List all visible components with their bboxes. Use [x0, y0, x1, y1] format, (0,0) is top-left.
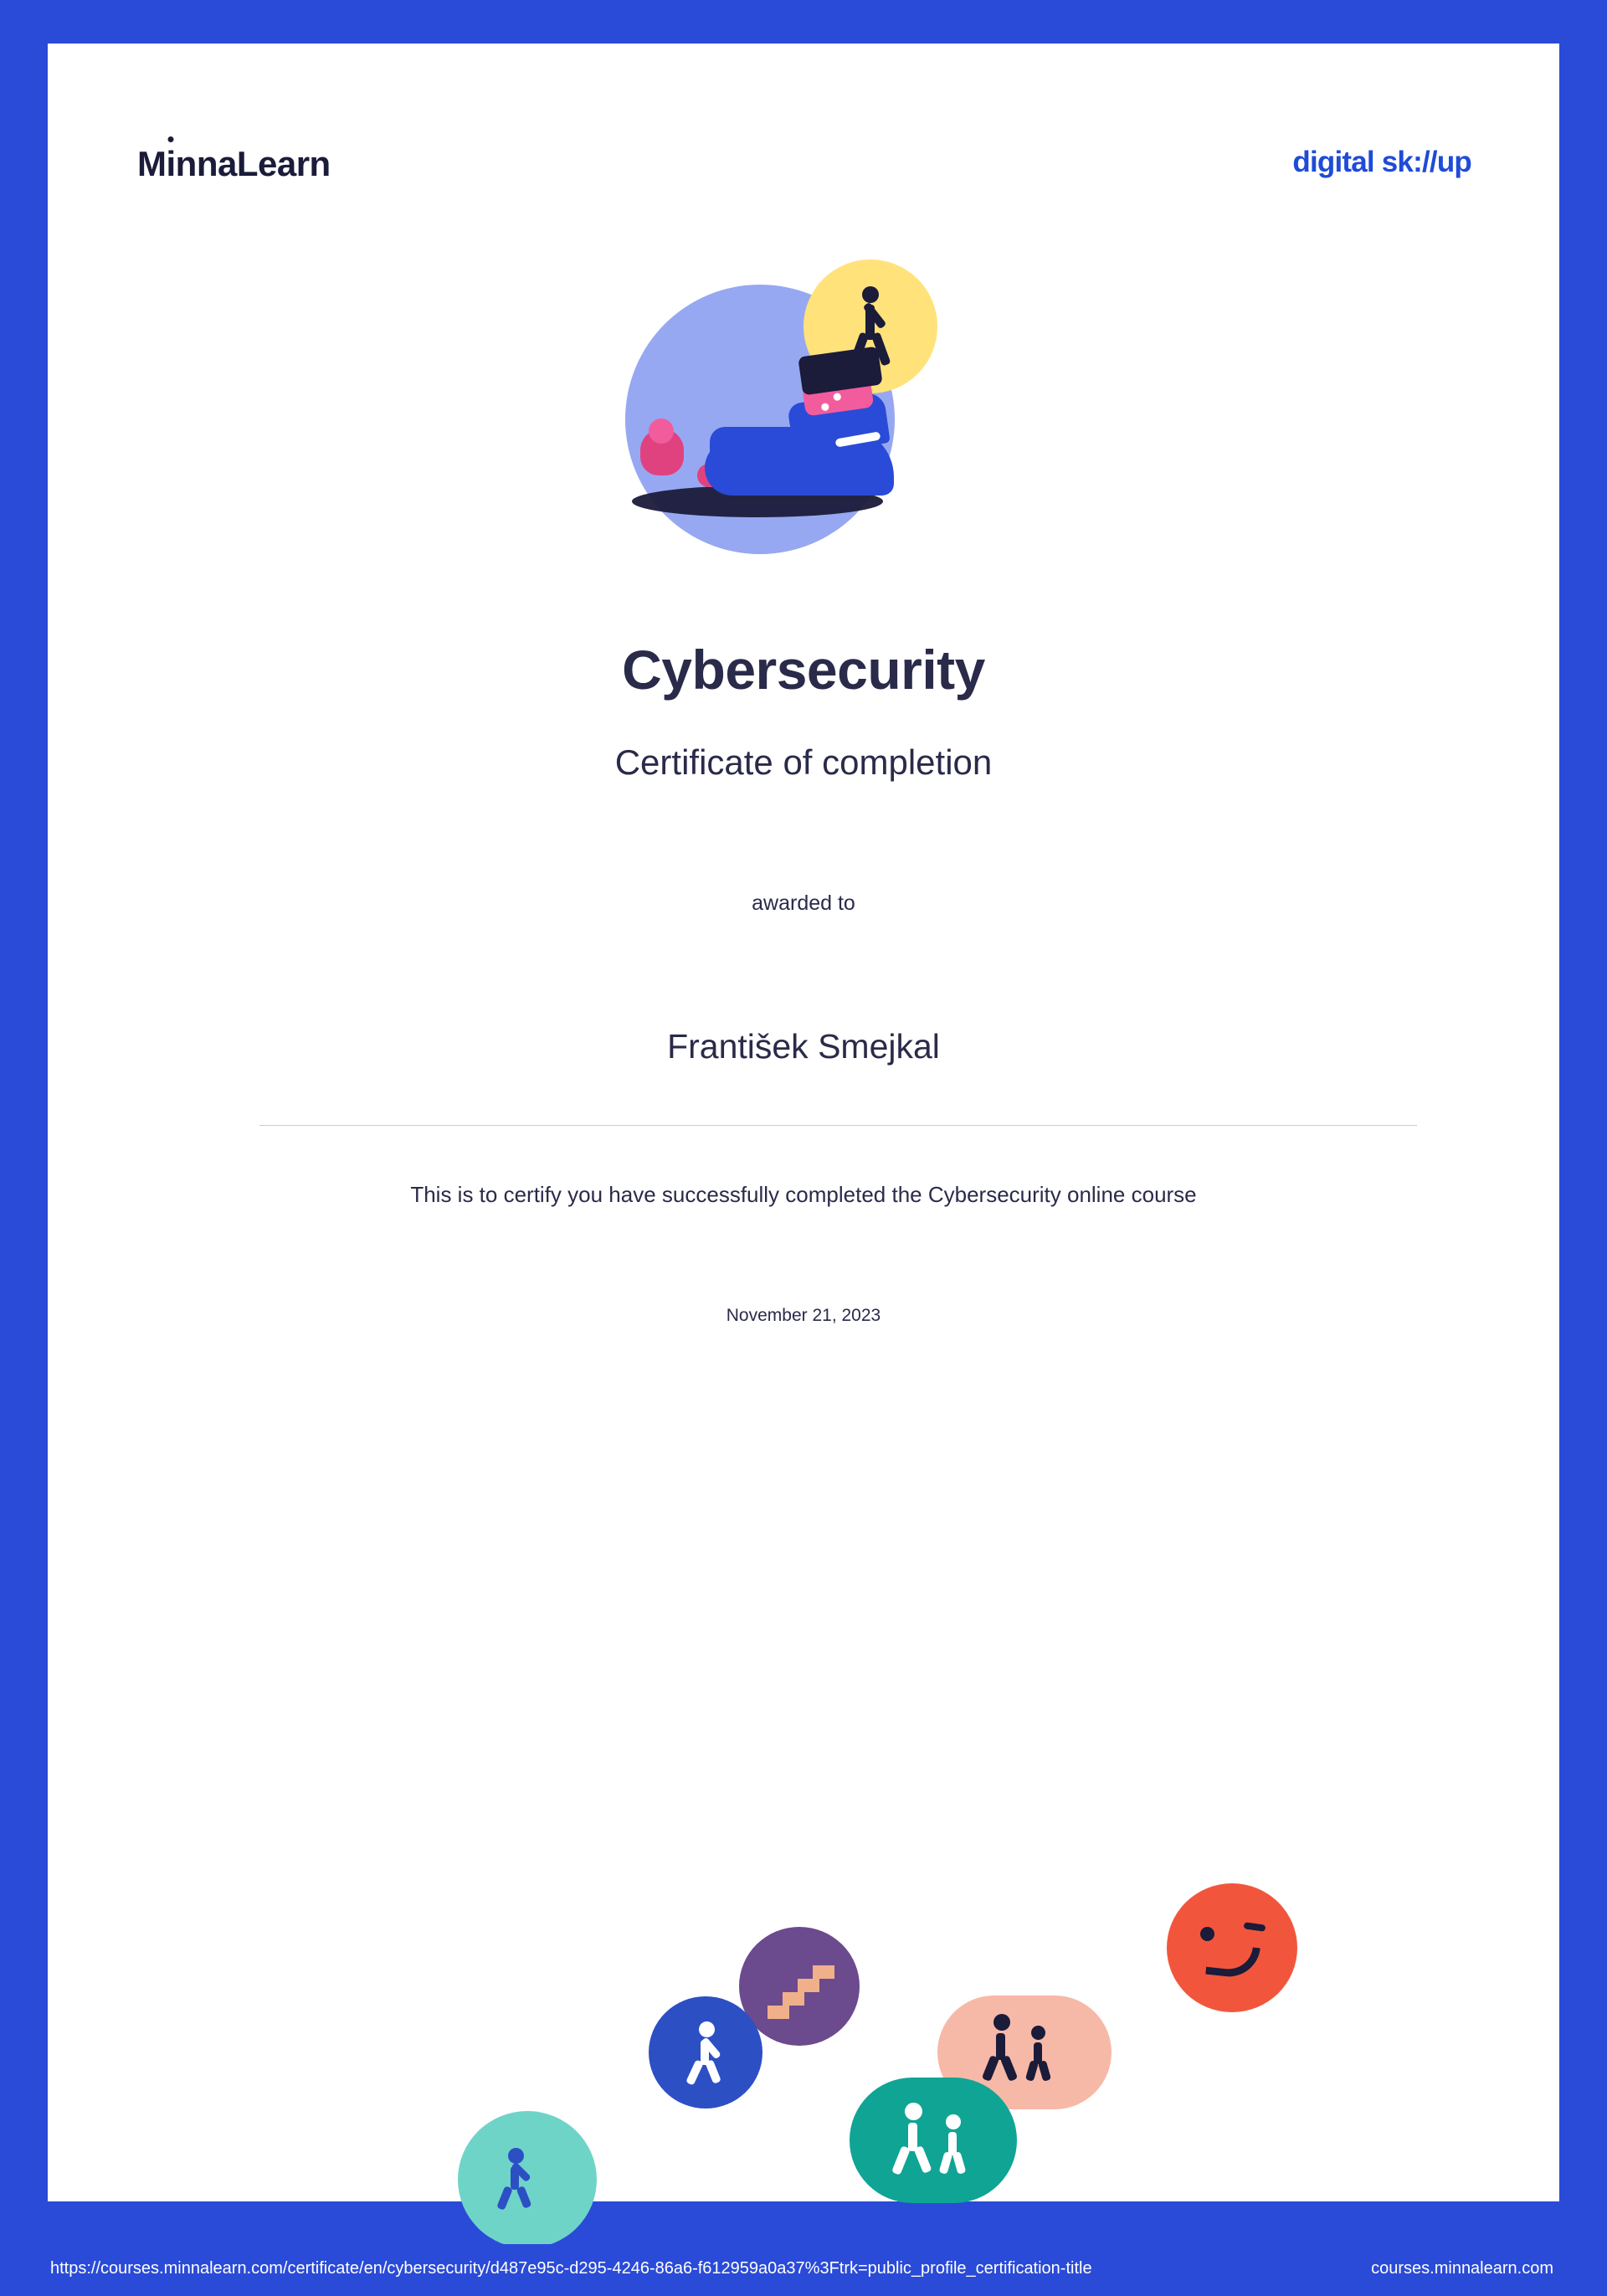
orange-winking-face-icon [1167, 1883, 1297, 2012]
brand-prefix: M [137, 144, 167, 183]
completion-date: November 21, 2023 [726, 1306, 881, 1325]
blue-shoe-icon [710, 387, 894, 496]
certificate-subtitle: Certificate of completion [614, 742, 993, 782]
blue-figure-icon [649, 1996, 762, 2109]
teal-two-figures-icon [850, 2078, 1017, 2203]
recipient-name: František Smejkal [667, 1027, 940, 1066]
digital-skillup-logo [1292, 146, 1471, 179]
partner-part1: digital sk [1292, 146, 1414, 178]
certify-statement: This is to certify you have successfully completed the Cybersecurity online course [410, 1182, 1197, 1207]
partner-part2: up [1436, 146, 1471, 178]
site-domain: courses.minnalearn.com [1371, 2259, 1553, 2278]
course-title: Cybersecurity [622, 639, 985, 701]
brand-suffix: nnaLearn [175, 144, 331, 183]
partner-slashes: :// [1413, 146, 1437, 178]
mint-figure-icon [458, 2111, 597, 2248]
awarded-to-label: awarded to [752, 891, 855, 915]
certificate-sheet [48, 44, 1559, 2201]
minnalearn-logo [137, 144, 331, 184]
divider-rule [259, 1125, 1417, 1126]
certificate-url[interactable]: https://courses.minnalearn.com/certificate/en/cybersecurity/d487e95c-d295-4246-86a6-f612959a0a37%3Ftrk=public_profile_certification-title [50, 2259, 1092, 2278]
decoration-cluster [48, 1843, 1559, 2203]
pink-person-blob-icon [635, 420, 694, 480]
certificate-header [48, 44, 1559, 186]
hero-illustration [48, 244, 1559, 596]
brand-dotted-i: i [166, 144, 176, 183]
footer-url-bar [0, 2244, 1607, 2296]
